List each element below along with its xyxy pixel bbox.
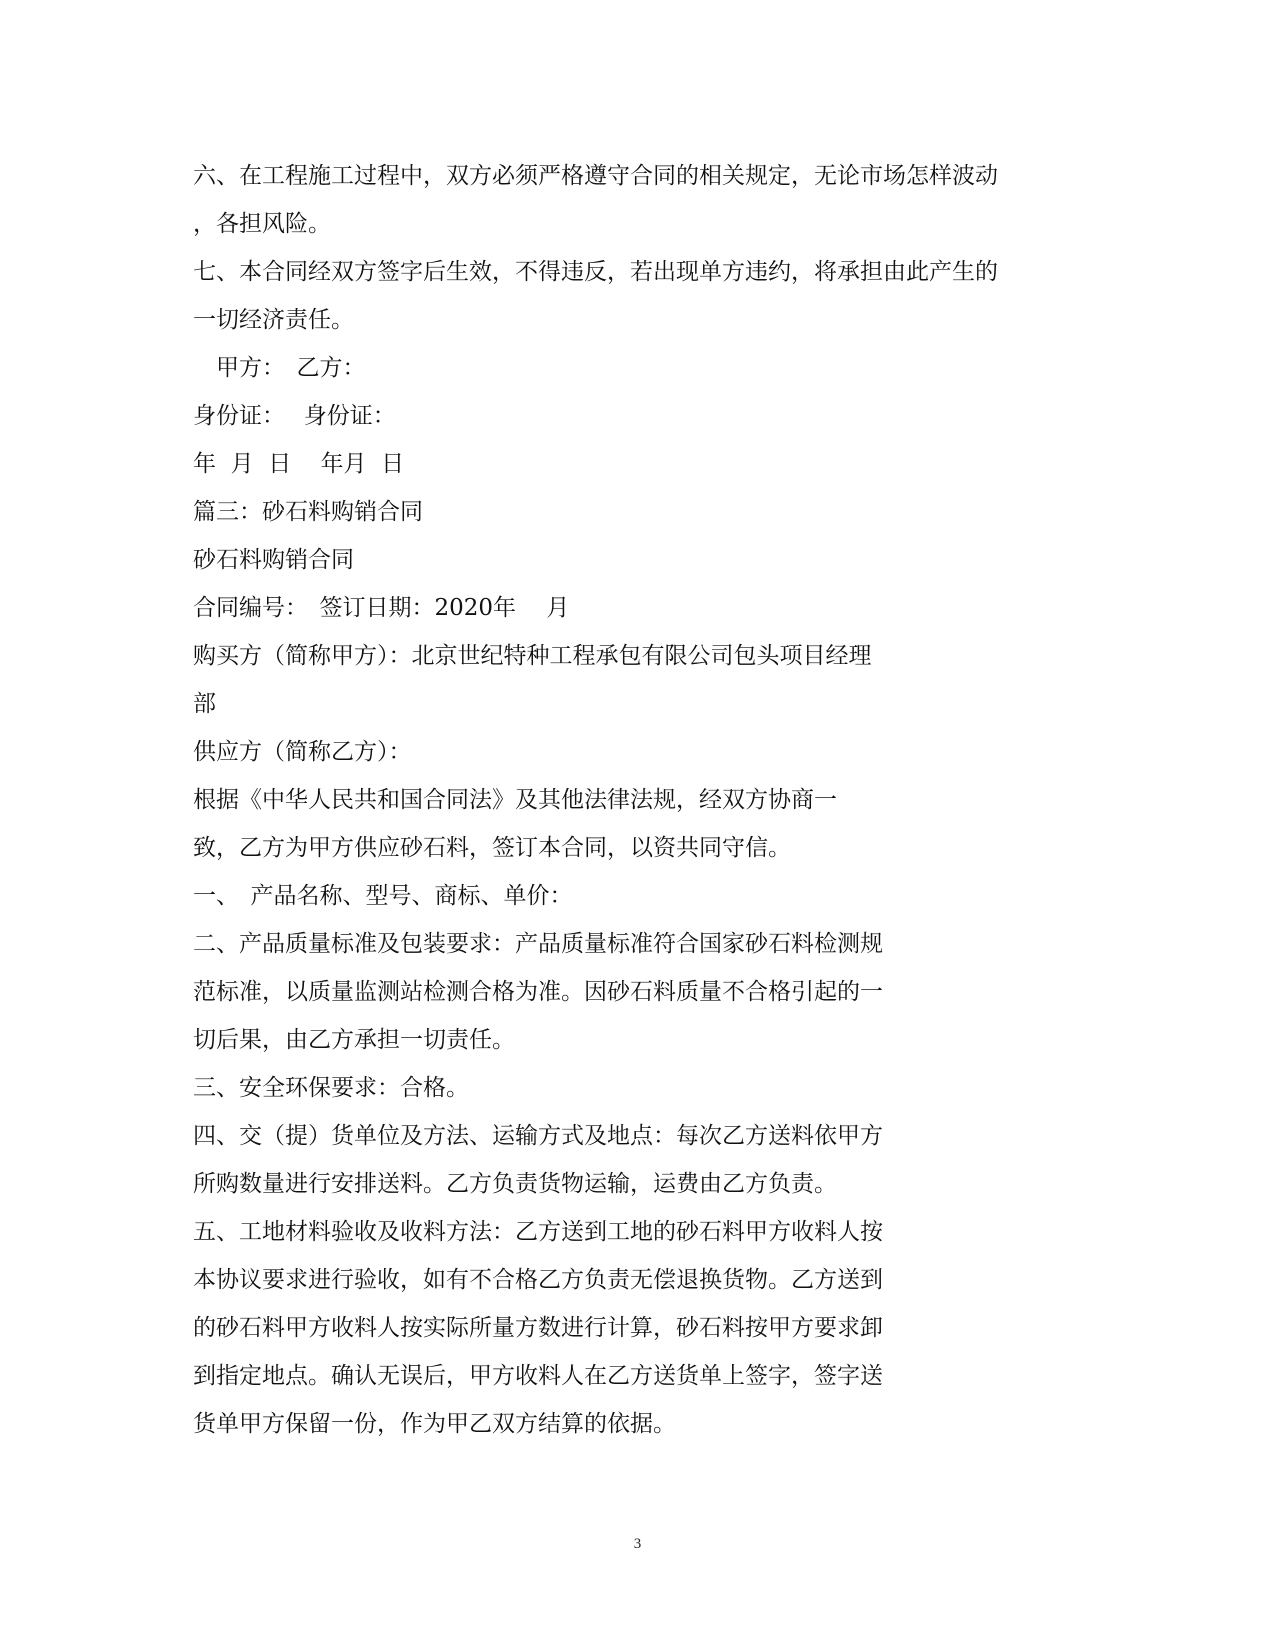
text-line: 的砂石料甲方收料人按实际所量方数进行计算，砂石料按甲方要求卸 xyxy=(193,1315,883,1341)
text-line: 所购数量进行安排送料。乙方负责货物运输，运费由乙方负责。 xyxy=(193,1171,837,1197)
text-line: 根据《中华人民共和国合同法》及其他法律法规，经双方协商一 xyxy=(193,787,837,813)
text-line: 二、产品质量标准及包装要求：产品质量标准符合国家砂石料检测规 xyxy=(193,931,883,957)
text-line: 身份证： 身份证： xyxy=(193,403,396,429)
text-line: 甲方： 乙方： xyxy=(193,355,366,381)
text-line: 供应方（简称乙方）： xyxy=(193,739,412,765)
text-line: 一、 产品名称、型号、商标、单价： xyxy=(193,883,573,909)
document-body xyxy=(193,152,1083,1448)
text-line: 范标准，以质量监测站检测合格为准。因砂石料质量不合格引起的一 xyxy=(193,979,883,1005)
text-line: 购买方（简称甲方）：北京世纪特种工程承包有限公司包头项目经理 xyxy=(193,643,872,669)
text-line: 到指定地点。确认无误后，甲方收料人在乙方送货单上签字，签字送 xyxy=(193,1363,883,1389)
text-line: 本协议要求进行验收，如有不合格乙方负责无偿退换货物。乙方送到 xyxy=(193,1267,883,1293)
text-line: 货单甲方保留一份，作为甲乙双方结算的依据。 xyxy=(193,1411,676,1437)
text-line: 七、本合同经双方签字后生效，不得违反，若出现单方违约，将承担由此产生的 xyxy=(193,259,998,285)
text-line: 三、安全环保要求：合格。 xyxy=(193,1075,469,1101)
page-number: 3 xyxy=(633,1536,642,1552)
text-line: 部 xyxy=(193,691,216,717)
contract-title: 砂石料购销合同 xyxy=(193,547,354,573)
text-line: 年 月 日 年月 日 xyxy=(193,451,405,477)
text-line: 六、在工程施工过程中，双方必须严格遵守合同的相关规定，无论市场怎样波动 xyxy=(193,163,998,189)
text-line: 四、交（提）货单位及方法、运输方式及地点：每次乙方送料依甲方 xyxy=(193,1123,883,1149)
text-line: 一切经济责任。 xyxy=(193,307,354,333)
text-line: 合同编号： 签订日期：2020年 月 xyxy=(193,595,570,621)
text-line: ，各担风险。 xyxy=(193,211,331,237)
text-line: 切后果，由乙方承担一切责任。 xyxy=(193,1027,515,1053)
text-line: 五、工地材料验收及收料方法：乙方送到工地的砂石料甲方收料人按 xyxy=(193,1219,883,1245)
text-line: 致，乙方为甲方供应砂石料，签订本合同，以资共同守信。 xyxy=(193,835,791,861)
section-heading: 篇三：砂石料购销合同 xyxy=(193,499,423,525)
